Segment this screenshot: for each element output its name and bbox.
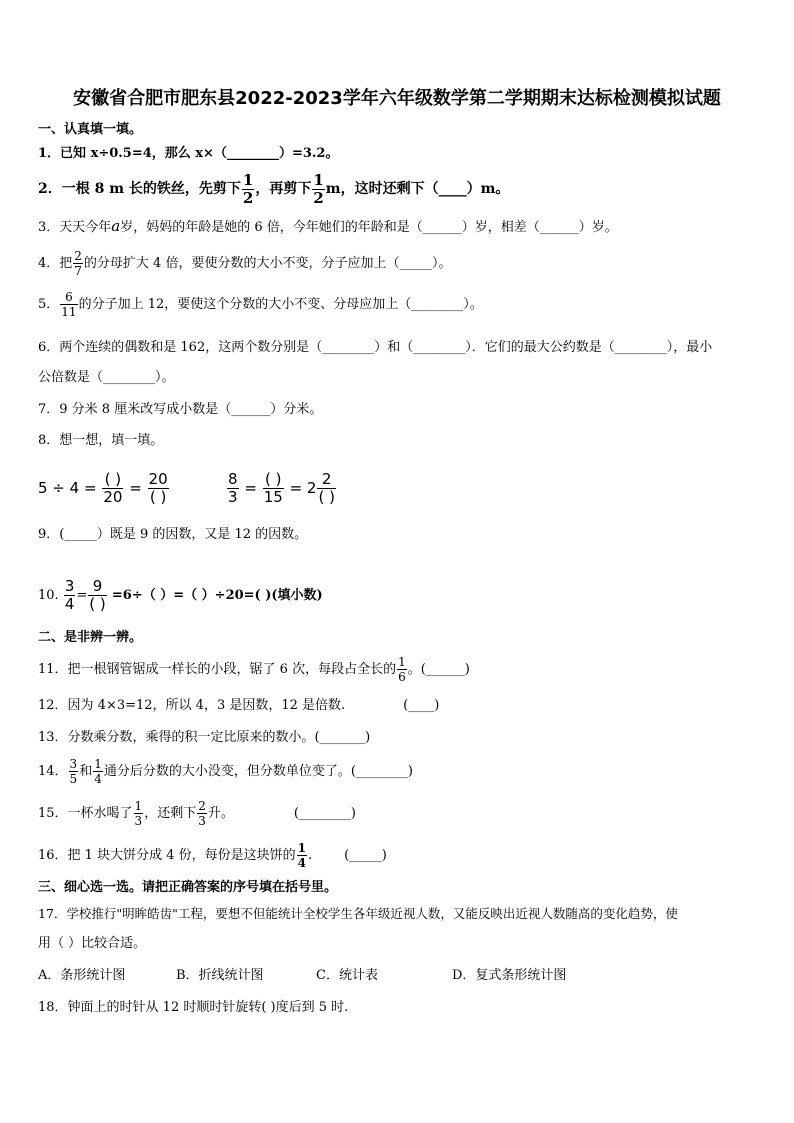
fraction-two-sevenths: $\frac{2}{7}$ <box>74 249 82 278</box>
option-a: A．条形统计图 <box>38 968 126 983</box>
question-1: 1．已知 x÷0.5=4，那么 x×（________）=3.2。 <box>38 146 339 161</box>
fraction-one-half: $\frac{1}{2}$ <box>313 170 324 207</box>
question-6-line-1: 6．两个连续的偶数和是 162，这两个数分别是（________）和（________）．它们的最大公约数是（________），最小 <box>38 340 713 355</box>
question-2: 2．一根 8 m 长的铁丝，先剪下 $\frac{1}{2}$ ，再剪下 $\frac{1}{2}$ m，这时还剩下（____）m。 <box>38 170 510 207</box>
question-5: 5． $\frac{6}{11}$ 的分子加上 12，要使这个分数的大小不变、分母应加上（________）。 <box>38 290 483 319</box>
section-heading-2: 二、是非辨一辨。 <box>38 630 143 645</box>
fraction-one-half: $\frac{1}{2}$ <box>242 170 254 207</box>
question-16: 16．把 1 块大饼分成 4 份，每份是这块饼的 $\frac{1}{4}$ . (_____) <box>38 841 387 870</box>
question-11: 11．把一根钢管锯成一样长的小段，锯了 6 次，每段占全长的 $\frac{1}{6}$ 。(______) <box>38 655 470 684</box>
fraction-one-sixth: $\frac{1}{6}$ <box>398 655 406 684</box>
question-7: 7．9 分米 8 厘米改写成小数是（______）分米。 <box>38 402 323 417</box>
fraction-one-third: $\frac{1}{3}$ <box>134 799 143 828</box>
question-10: 10. $\frac{3}{4}$ = $\frac{9}{( )}$ =6÷（ ）=（ ）÷20=( )(填小数) <box>38 577 323 613</box>
section-heading-1: 一、认真填一填。 <box>38 122 143 137</box>
question-13: 13．分数乘分数，乘得的积一定比原来的数小。(_______) <box>38 730 371 745</box>
fraction-one-quarter: $\frac{1}{4}$ <box>94 757 102 786</box>
fraction-two-thirds: $\frac{2}{3}$ <box>198 799 206 828</box>
fraction-blank-over-20: $\frac{( )}{20}$ <box>103 470 123 506</box>
fraction-eight-thirds: $\frac{8}{3}$ <box>228 470 238 506</box>
option-d: D．复式条形统计图 <box>452 968 567 983</box>
fraction-2-over-blank: $\frac{2}{( )}$ <box>318 470 335 506</box>
fraction-20-over-blank: $\frac{20}{( )}$ <box>148 470 168 506</box>
question-12: 12．因为 4×3=12，所以 4，3 是因数，12 是倍数. (____) <box>38 698 440 713</box>
question-8-equation-2: $\frac{8}{3}$ = $\frac{( )}{15}$ = 2 $\frac{2}{( )}$ <box>228 470 335 506</box>
fraction-blank-over-15: $\frac{( )}{15}$ <box>263 470 283 506</box>
fraction-9-over-blank: $\frac{9}{( )}$ <box>89 577 106 613</box>
fraction-three-fifths: $\frac{3}{5}$ <box>69 757 78 786</box>
question-9: 9．(_____）既是 9 的因数，又是 12 的因数。 <box>38 527 308 542</box>
question-18: 18．钟面上的时针从 12 时顺时针旋转( )度后到 5 时. <box>38 1000 349 1015</box>
question-14: 14． $\frac{3}{5}$ 和 $\frac{1}{4}$ 通分后分数的大小没变，但分数单位变了。(________) <box>38 757 413 786</box>
question-6-line-2: 公倍数是（________）。 <box>38 370 175 385</box>
question-4: 4．把 $\frac{2}{7}$ 的分母扩大 4 倍，要使分数的大小不变，分子应加上（_____）。 <box>38 249 452 278</box>
question-15: 15．一杯水喝了 $\frac{1}{3}$ ，还剩下 $\frac{2}{3}$ 升。 (________) <box>38 799 357 828</box>
question-3: 3．天天今年a岁，妈妈的年龄是她的 6 倍，今年她们的年龄和是（______）岁，相差（______）岁。 <box>38 217 618 235</box>
fraction-six-elevenths: $\frac{6}{11}$ <box>61 290 77 319</box>
option-b: B．折线统计图 <box>176 968 264 983</box>
section-heading-3: 三、细心选一选。请把正确答案的序号填在括号里。 <box>38 880 338 895</box>
question-8-title: 8．想一想，填一填。 <box>38 433 164 448</box>
question-17-line-1: 17．学校推行"明眸皓齿"工程，要想不但能统计全校学生各年级近视人数，又能反映出近视人数随高的变化趋势，使 <box>38 906 678 921</box>
page-title: 安徽省合肥市肥东县2022-2023学年六年级数学第二学期期末达标检测模拟试题 <box>73 88 721 109</box>
question-8-equation-1: 5 ÷ 4 = $\frac{( )}{20}$ = $\frac{20}{( )}$ <box>38 470 168 506</box>
question-17-line-2: 用（ ）比较合适。 <box>38 936 147 951</box>
option-c: C．统计表 <box>316 968 378 983</box>
fraction-three-quarters: $\frac{3}{4}$ <box>64 577 75 613</box>
variable-a: a <box>111 217 121 235</box>
fraction-one-quarter-bold: $\frac{1}{4}$ <box>297 841 306 870</box>
